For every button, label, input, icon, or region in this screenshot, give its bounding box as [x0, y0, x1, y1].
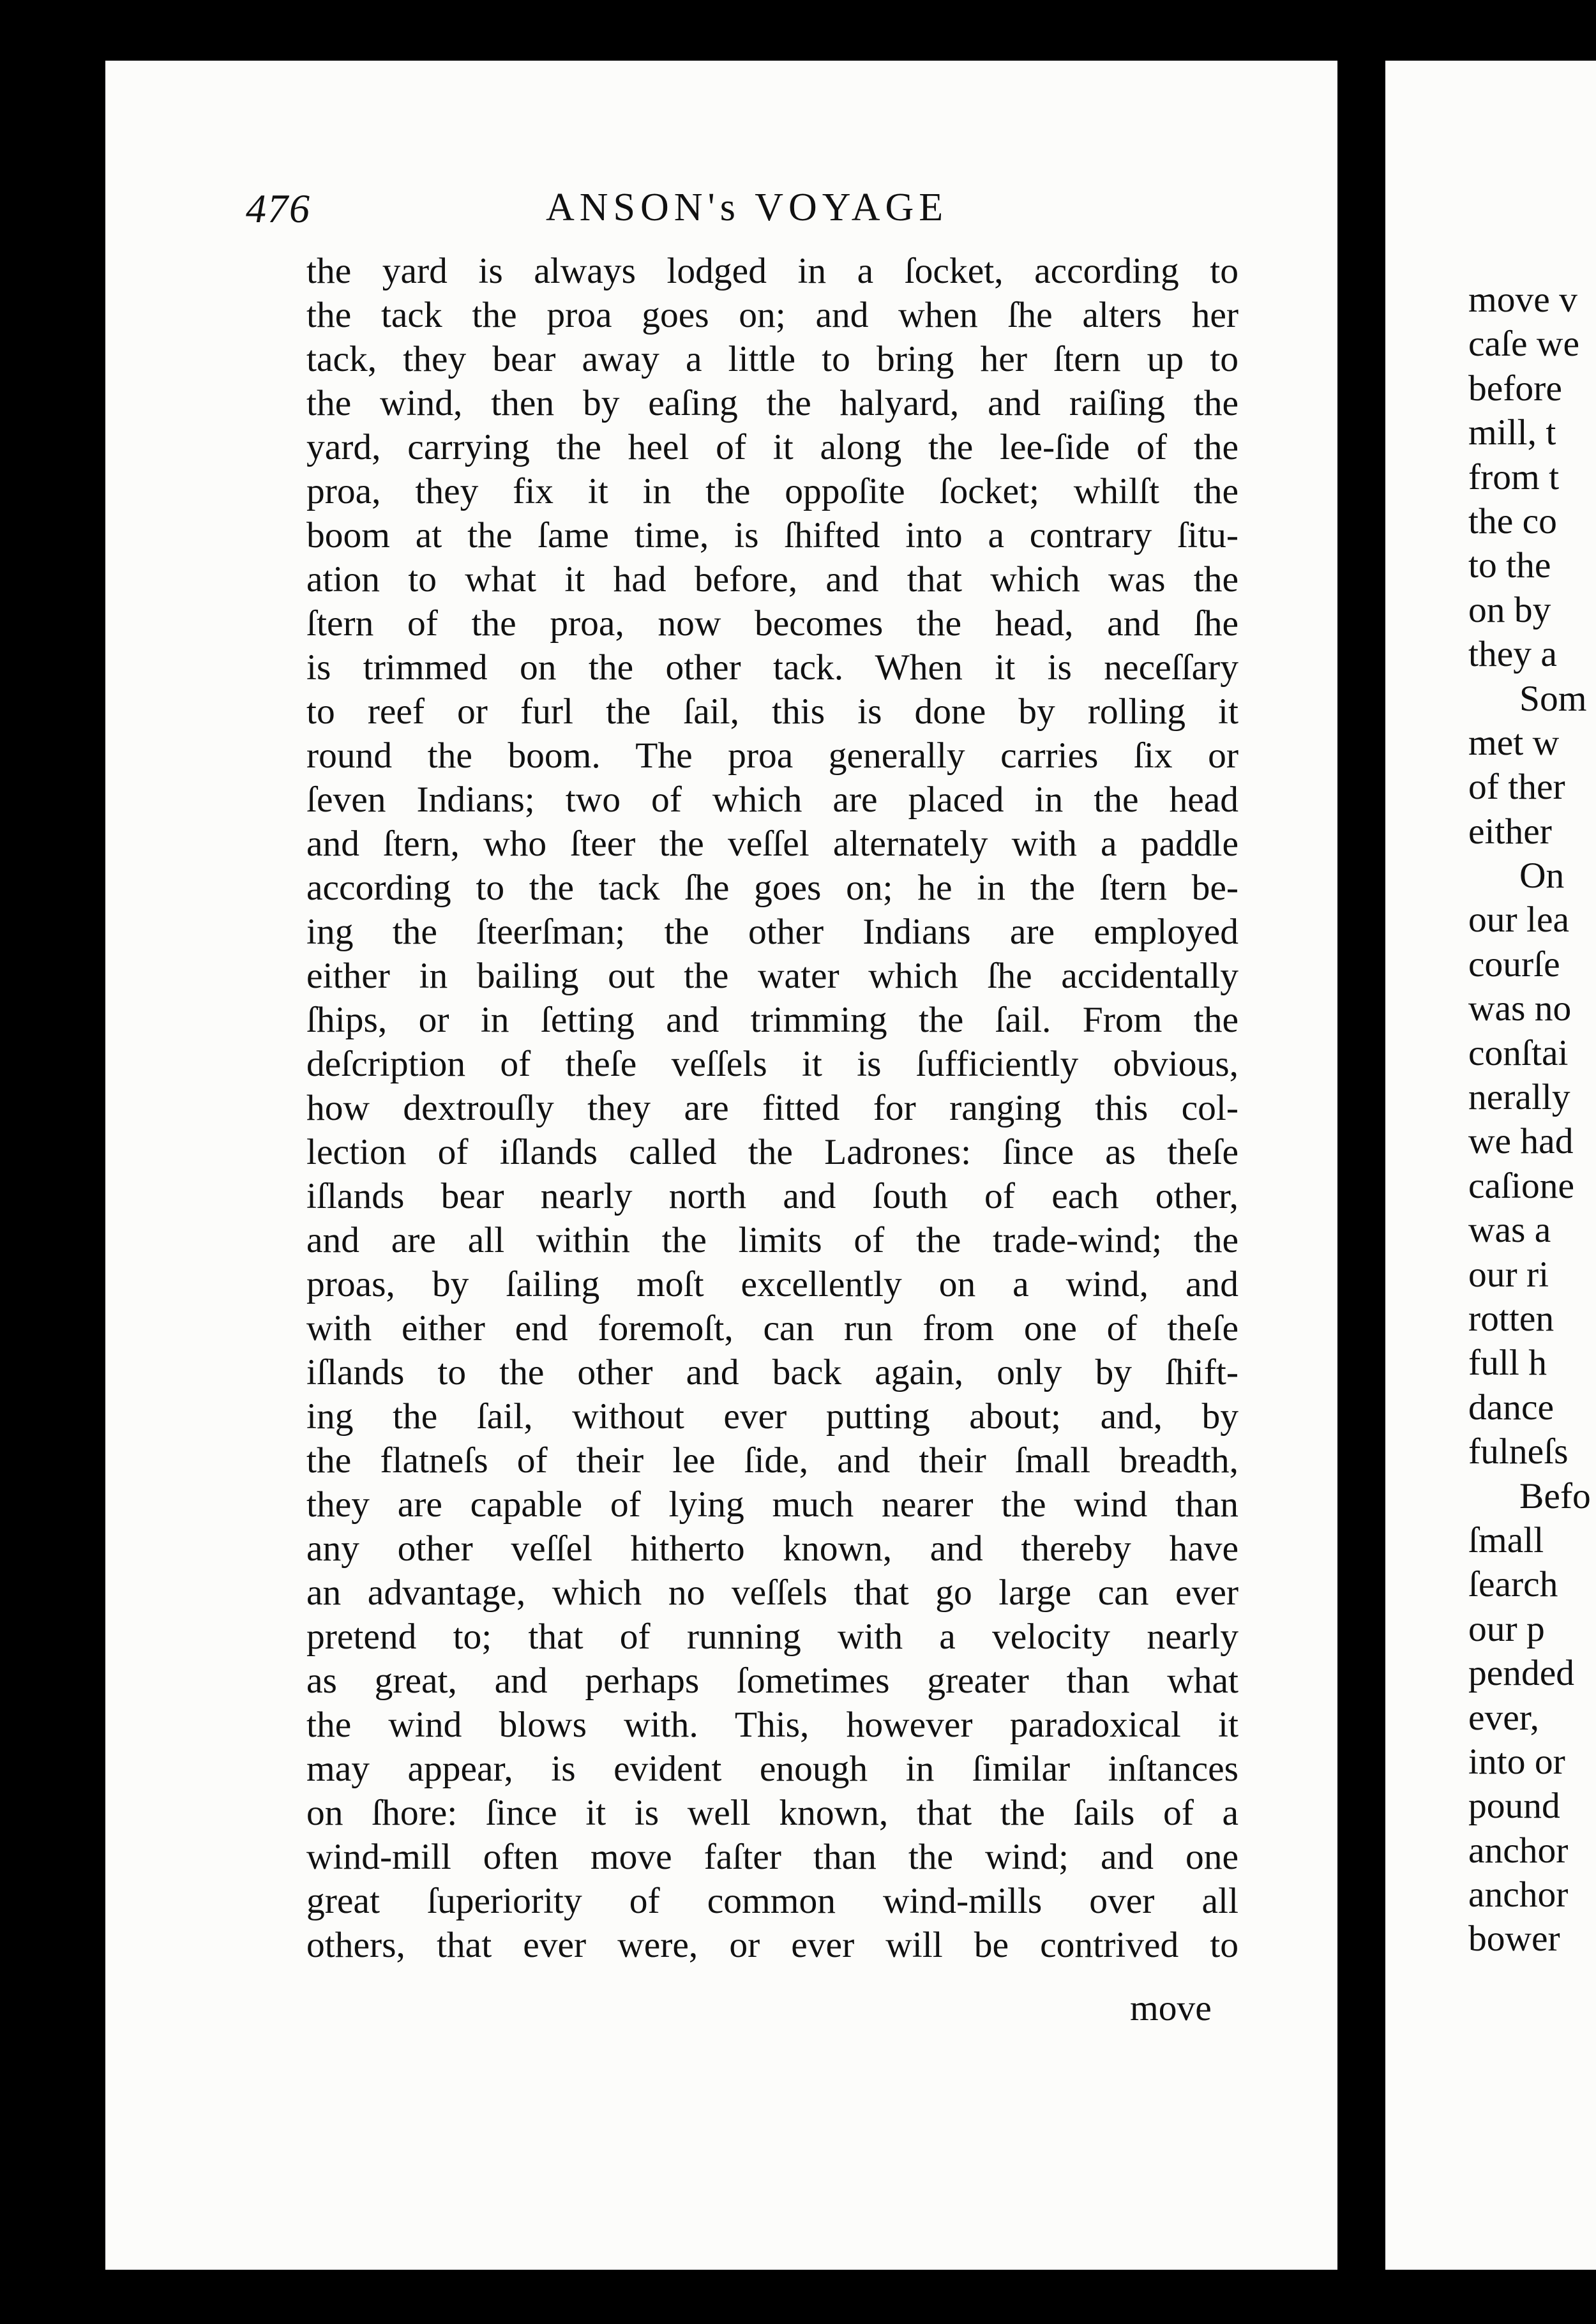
right-page-line: caſe we	[1468, 324, 1579, 365]
text-line: yard, carrying the heel of it along the lee-ſide of the	[306, 427, 1238, 467]
text-line: wind-mill often move faſter than the wind; and one	[306, 1837, 1238, 1877]
right-page-line: of ther	[1468, 767, 1565, 808]
right-page-line: Som	[1519, 678, 1587, 719]
right-page-line: anchor	[1468, 1875, 1569, 1915]
right-page-line: on by	[1468, 589, 1551, 630]
text-line: lection of iſlands called the Ladrones: ſince as theſe	[306, 1132, 1238, 1172]
text-line: ing the ſteerſman; the other Indians are employed	[306, 912, 1238, 952]
text-line: on ſhore: ſince it is well known, that the ſails of a	[306, 1793, 1238, 1833]
text-line: pretend to; that of running with a velocity nearly	[306, 1617, 1238, 1657]
text-line: great ſuperiority of common wind-mills over all	[306, 1881, 1238, 1921]
text-line: and are all within the limits of the trade-wind; the	[306, 1220, 1238, 1260]
right-page-line: we had	[1468, 1121, 1574, 1162]
text-line: an advantage, which no veſſels that go large can ever	[306, 1573, 1238, 1613]
text-line: iſlands to the other and back again, only by ſhift-	[306, 1352, 1238, 1392]
text-line: the yard is always lodged in a ſocket, according to	[306, 251, 1238, 291]
right-page-line: the co	[1468, 501, 1557, 541]
right-page-line: dance	[1468, 1387, 1555, 1428]
right-page-line: pended	[1468, 1653, 1575, 1694]
text-line: as great, and perhaps ſometimes greater than what	[306, 1661, 1238, 1701]
right-page-line: ſmall	[1468, 1520, 1544, 1560]
text-line: ing the ſail, without ever putting about; and, by	[306, 1396, 1238, 1437]
gutter	[1337, 61, 1385, 2270]
right-page-line: On	[1519, 856, 1565, 896]
text-line: to reef or furl the ſail, this is done by rolling it	[306, 691, 1238, 732]
text-line: ſtern of the proa, now becomes the head, and ſhe	[306, 603, 1238, 644]
text-line: any other veſſel hitherto known, and thereby have	[306, 1528, 1238, 1569]
right-page-line: Befo	[1519, 1475, 1591, 1516]
right-page-text	[1468, 278, 1591, 1961]
text-line: the wind, then by eaſing the halyard, and raiſing the	[306, 383, 1238, 423]
right-page-line: from t	[1468, 456, 1560, 497]
text-line: the flatneſs of their lee ſide, and their ſmall breadth,	[306, 1440, 1238, 1481]
text-line: and ſtern, who ſteer the veſſel alternately with a paddle	[306, 824, 1238, 864]
page-number: 476	[246, 186, 311, 231]
text-line: proas, by ſailing moſt excellently on a wind, and	[306, 1264, 1238, 1304]
right-page-line: our lea	[1468, 900, 1570, 940]
page-header	[246, 166, 1140, 243]
text-line: round the boom. The proa generally carries ſix or	[306, 736, 1238, 776]
right-page-line: our p	[1468, 1608, 1545, 1649]
right-page-line: they a	[1468, 634, 1557, 675]
text-line: the tack the proa goes on; and when ſhe alters her	[306, 295, 1238, 335]
right-page-line: into or	[1468, 1741, 1565, 1782]
right-page-line: anchor	[1468, 1830, 1569, 1871]
text-line: ation to what it had before, and that which was the	[306, 559, 1238, 600]
text-line: they are capable of lying much nearer the wind than	[306, 1484, 1238, 1525]
text-line: according to the tack ſhe goes on; he in the ſtern be-	[306, 868, 1238, 908]
text-line: tack, they bear away a little to bring her ſtern up to	[306, 339, 1238, 379]
text-line: is trimmed on the other tack. When it is neceſſary	[306, 647, 1238, 688]
right-page-line: ſearch	[1468, 1564, 1558, 1605]
right-page-line: caſione	[1468, 1165, 1575, 1206]
running-title: ANSON's VOYAGE	[546, 186, 949, 229]
right-page-line: pound	[1468, 1786, 1560, 1827]
text-line: proa, they fix it in the oppoſite ſocket; whilſt the	[306, 471, 1238, 511]
right-page-line: before	[1468, 368, 1562, 409]
right-page-line: nerally	[1468, 1077, 1570, 1118]
catchword: move	[1130, 1988, 1212, 2028]
right-page-line: either	[1468, 811, 1552, 852]
right-page-line: bower	[1468, 1919, 1560, 1959]
left-page-text	[306, 249, 1238, 1967]
right-page-line: fulneſs	[1468, 1431, 1569, 1472]
right-page-line: courſe	[1468, 944, 1560, 985]
text-line: ſhips, or in ſetting and trimming the ſail. From the	[306, 1000, 1238, 1040]
text-line: either in bailing out the water which ſhe accidentally	[306, 956, 1238, 996]
right-page-line: conſtai	[1468, 1032, 1569, 1073]
text-line: ſeven Indians; two of which are placed in the head	[306, 780, 1238, 820]
right-page-line: full h	[1468, 1343, 1547, 1384]
right-page-line: rotten	[1468, 1298, 1555, 1339]
right-page-line: was no	[1468, 988, 1572, 1029]
right-page-line: ever,	[1468, 1697, 1540, 1738]
right-page-line: met w	[1468, 722, 1560, 763]
text-line: iſlands bear nearly north and ſouth of each other,	[306, 1176, 1238, 1216]
right-page-line: was a	[1468, 1210, 1551, 1251]
right-page-line: mill, t	[1468, 412, 1556, 453]
text-line: deſcription of theſe veſſels it is ſufficiently obvious,	[306, 1044, 1238, 1084]
text-line: how dextrouſly they are fitted for ranging this col-	[306, 1088, 1238, 1128]
right-page-line: to the	[1468, 545, 1551, 586]
text-line: boom at the ſame time, is ſhifted into a contrary ſitu-	[306, 515, 1238, 555]
text-line: the wind blows with. This, however paradoxical it	[306, 1705, 1238, 1745]
right-page-line: our ri	[1468, 1254, 1549, 1295]
text-line: others, that ever were, or ever will be contrived to	[306, 1925, 1238, 1965]
text-line: with either end foremoſt, can run from one of theſe	[306, 1308, 1238, 1348]
right-page-line: move v	[1468, 280, 1577, 320]
text-line: may appear, is evident enough in ſimilar inſtances	[306, 1749, 1238, 1789]
